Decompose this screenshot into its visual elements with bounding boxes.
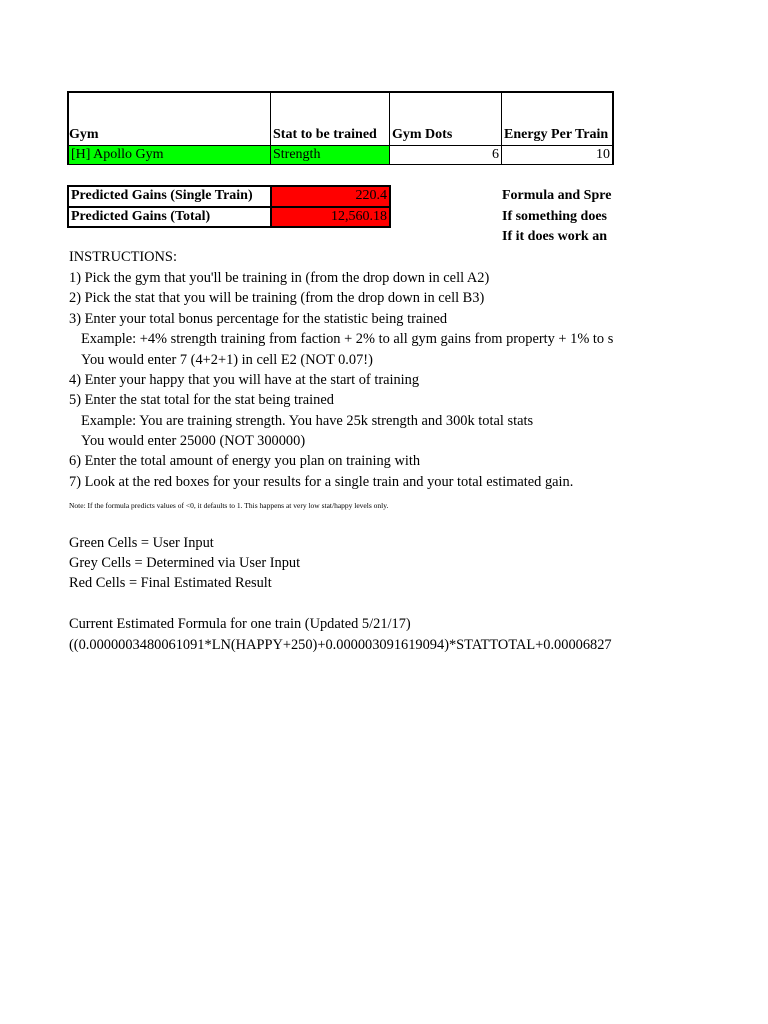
predicted-total-value: 12,560.18 [272,208,389,226]
table-top-border [67,91,614,93]
formula-note: Note: If the formula predicts values of <0, it defaults to 1. This happens at very low stat/happy levels only. [69,501,389,510]
instruction-line-1: 1) Pick the gym that you'll be training in (from the drop down in cell A2) [69,270,490,286]
formula-title: Current Estimated Formula for one train (Updated 5/21/17) [69,616,411,632]
predicted-total-label: Predicted Gains (Total) [71,209,211,224]
instructions-heading: INSTRUCTIONS: [69,249,177,265]
stat-select-cell[interactable]: Strength [271,146,389,164]
predicted-single-value: 220.4 [272,187,389,206]
instruction-example-bonus: Example: +4% strength training from faction + 2% to all gym gains from property + 1% to s [81,331,614,347]
instruction-line-3: 3) Enter your total bonus percentage for the statistic being trained [69,311,448,327]
instruction-line-7: 7) Look at the red boxes for your results for a single train and your total estimated gain. [69,474,574,490]
instruction-example-bonus-enter: You would enter 7 (4+2+1) in cell E2 (NOT 0.07!) [81,352,373,368]
side-note-if-works: If it does work an [502,229,608,244]
header-stat: Stat to be trained [273,127,377,142]
legend-red: Red Cells = Final Estimated Result [69,575,272,591]
formula-expression: ((0.0000003480061091*LN(HAPPY+250)+0.000003091619094)*STATTOTAL+0.00006827 [69,637,612,653]
predicted-single-label: Predicted Gains (Single Train) [71,188,253,203]
table-bottom-border [67,164,614,165]
gym-select-cell[interactable]: [H] Apollo Gym [69,146,270,164]
energy-per-train-cell: 10 [596,147,610,162]
instruction-line-2: 2) Pick the stat that you will be training (from the drop down in cell B3) [69,290,485,306]
legend-green: Green Cells = User Input [69,535,214,551]
instruction-example-stat: Example: You are training strength. You have 25k strength and 300k total stats [81,413,534,429]
side-note-if-something: If something does [502,209,608,224]
instruction-line-4: 4) Enter your happy that you will have at the start of training [69,372,420,388]
gym-dots-cell: 6 [492,147,499,162]
header-energy-per-train: Energy Per Train [504,127,609,142]
legend-grey: Grey Cells = Determined via User Input [69,555,301,571]
side-note-formula: Formula and Spre [502,188,612,203]
instruction-line-5: 5) Enter the stat total for the stat being trained [69,392,334,408]
instruction-line-6: 6) Enter the total amount of energy you plan on training with [69,453,421,469]
header-gym: Gym [69,127,99,142]
instruction-example-stat-enter: You would enter 25000 (NOT 300000) [81,433,306,449]
header-gym-dots: Gym Dots [392,127,453,142]
